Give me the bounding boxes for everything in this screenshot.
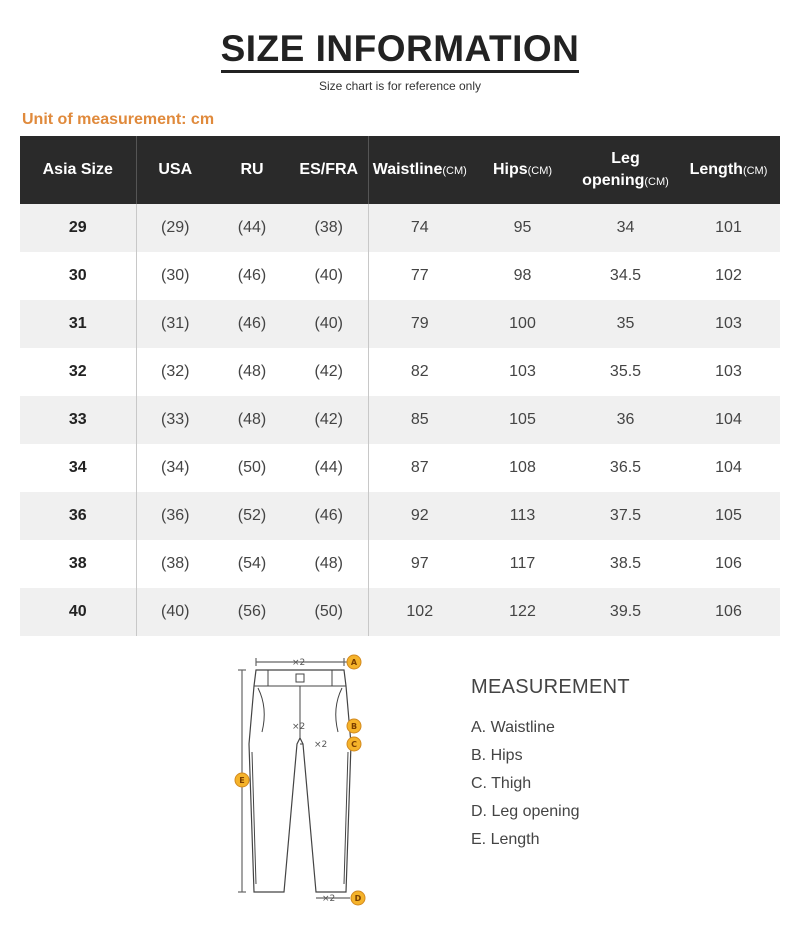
cell-esfra: (50) (290, 588, 368, 636)
cell-esfra: (46) (290, 492, 368, 540)
cell-usa: (29) (136, 204, 214, 252)
cell-asia-size: 29 (20, 204, 136, 252)
cell-usa: (34) (136, 444, 214, 492)
cell-leg-opening: 38.5 (574, 540, 677, 588)
cell-esfra: (48) (290, 540, 368, 588)
table-row (20, 348, 780, 396)
cell-leg-opening: 34 (574, 204, 677, 252)
marker-b: B (350, 722, 358, 731)
cell-waistline: 92 (368, 492, 471, 540)
cell-length: 104 (677, 444, 780, 492)
marker-a: A (350, 658, 358, 667)
measurement-list (471, 716, 580, 856)
table-row (20, 396, 780, 444)
cell-ru: (46) (214, 252, 290, 300)
cell-leg-opening: 35 (574, 300, 677, 348)
cell-asia-size: 40 (20, 588, 136, 636)
cell-leg-opening: 34.5 (574, 252, 677, 300)
header-asia-size: Asia Size (20, 136, 136, 204)
cell-hips: 103 (471, 348, 574, 396)
table-row (20, 252, 780, 300)
cell-leg-opening: 36 (574, 396, 677, 444)
cell-ru: (52) (214, 492, 290, 540)
cell-usa: (33) (136, 396, 214, 444)
cell-leg-opening: 35.5 (574, 348, 677, 396)
cell-asia-size: 31 (20, 300, 136, 348)
cell-hips: 98 (471, 252, 574, 300)
subtitle: Size chart is for reference only (318, 79, 482, 93)
marker-c: C (351, 740, 357, 749)
cell-hips: 122 (471, 588, 574, 636)
cell-length: 106 (677, 588, 780, 636)
cell-waistline: 97 (368, 540, 471, 588)
measurement-item-thigh: C. Thigh (471, 775, 532, 792)
cell-leg-opening: 36.5 (574, 444, 677, 492)
cell-ru: (48) (214, 348, 290, 396)
cell-waistline: 77 (368, 252, 471, 300)
cell-usa: (31) (136, 300, 214, 348)
cell-waistline: 74 (368, 204, 471, 252)
cell-waistline: 79 (368, 300, 471, 348)
header-leg-opening: Leg opening(CM) (574, 136, 677, 204)
measurement-item-hips: B. Hips (471, 747, 523, 764)
cell-hips: 100 (471, 300, 574, 348)
cell-asia-size: 34 (20, 444, 136, 492)
header-waistline: Waistline(CM) (368, 136, 471, 204)
cell-waistline: 85 (368, 396, 471, 444)
multiplier-leg: ×2 (322, 894, 336, 904)
cell-length: 103 (677, 348, 780, 396)
cell-length: 102 (677, 252, 780, 300)
pants-diagram (228, 648, 374, 912)
cell-esfra: (40) (290, 252, 368, 300)
cell-leg-opening: 37.5 (574, 492, 677, 540)
cell-waistline: 82 (368, 348, 471, 396)
cell-usa: (32) (136, 348, 214, 396)
header-esfra: ES/FRA (290, 136, 368, 204)
cell-leg-opening: 39.5 (574, 588, 677, 636)
cell-ru: (48) (214, 396, 290, 444)
cell-usa: (36) (136, 492, 214, 540)
measurement-item-leg-opening: D. Leg opening (471, 803, 580, 820)
cell-asia-size: 33 (20, 396, 136, 444)
cell-ru: (46) (214, 300, 290, 348)
cell-length: 103 (677, 300, 780, 348)
cell-esfra: (38) (290, 204, 368, 252)
cell-hips: 108 (471, 444, 574, 492)
table-row (20, 444, 780, 492)
cell-asia-size: 30 (20, 252, 136, 300)
header-length: Length(CM) (677, 136, 780, 204)
unit-note: Unit of measurement: cm (22, 111, 215, 128)
cell-asia-size: 36 (20, 492, 136, 540)
cell-hips: 95 (471, 204, 574, 252)
table-header-row (20, 136, 780, 204)
table-row (20, 204, 780, 252)
cell-ru: (50) (214, 444, 290, 492)
cell-usa: (40) (136, 588, 214, 636)
page-title: SIZE INFORMATION (0, 28, 800, 70)
cell-asia-size: 32 (20, 348, 136, 396)
cell-esfra: (42) (290, 396, 368, 444)
header-usa: USA (136, 136, 214, 204)
table-row (20, 300, 780, 348)
cell-hips: 117 (471, 540, 574, 588)
size-table (20, 136, 780, 636)
cell-waistline: 87 (368, 444, 471, 492)
table-row (20, 540, 780, 588)
cell-esfra: (44) (290, 444, 368, 492)
cell-length: 101 (677, 204, 780, 252)
cell-ru: (54) (214, 540, 290, 588)
measurement-title: MEASUREMENT (471, 676, 630, 698)
cell-hips: 113 (471, 492, 574, 540)
measurement-item-length: E. Length (471, 831, 540, 848)
multiplier-hips: ×2 (292, 722, 306, 732)
table-row (20, 492, 780, 540)
multiplier-thigh: ×2 (314, 740, 328, 750)
multiplier-waist: ×2 (292, 658, 306, 668)
cell-waistline: 102 (368, 588, 471, 636)
cell-length: 104 (677, 396, 780, 444)
marker-e: E (239, 776, 245, 785)
cell-esfra: (40) (290, 300, 368, 348)
cell-ru: (56) (214, 588, 290, 636)
cell-asia-size: 38 (20, 540, 136, 588)
header-hips: Hips(CM) (471, 136, 574, 204)
measurement-item-waistline: A. Waistline (471, 719, 555, 736)
cell-hips: 105 (471, 396, 574, 444)
cell-length: 106 (677, 540, 780, 588)
table-row (20, 588, 780, 636)
cell-usa: (38) (136, 540, 214, 588)
marker-d: D (354, 894, 362, 903)
cell-length: 105 (677, 492, 780, 540)
cell-usa: (30) (136, 252, 214, 300)
cell-ru: (44) (214, 204, 290, 252)
cell-esfra: (42) (290, 348, 368, 396)
header-ru: RU (214, 136, 290, 204)
